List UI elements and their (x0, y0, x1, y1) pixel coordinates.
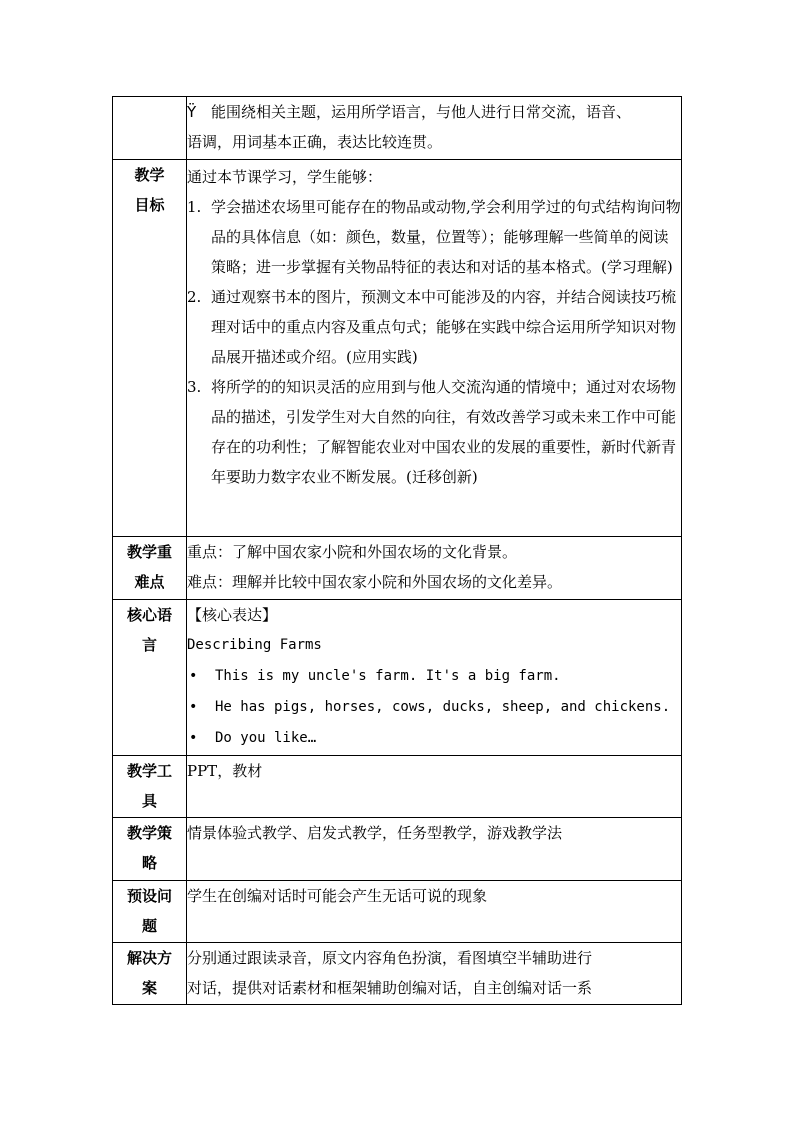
bullet-dot-icon: • (189, 699, 198, 715)
core-expression-heading: 【核心表达】 (187, 606, 278, 624)
table-row (113, 818, 682, 881)
objective-number: 3. (187, 378, 202, 396)
anticipated-problems-cell (187, 881, 682, 943)
teaching-strategies-cell (187, 818, 682, 881)
row-label-teaching-strategies: 教学策略 (113, 818, 187, 881)
objective-item (187, 282, 681, 372)
table-row (113, 756, 682, 818)
bullet-dot-icon: • (189, 730, 198, 746)
row-label-key-difficult-points: 教学重难点 (113, 537, 187, 600)
text-line: 语调，用词基本正确，表达比较连贯。 (187, 133, 443, 151)
list-item (187, 692, 681, 723)
objective-text: 将所学的的知识灵活的应用到与他人交流沟通的情境中；通过对农场物品的描述，引发学生对大自然的向往，有效改善学习或未来工作中可能存在的功利性；了解智能农业对中国农业的发展的重要性，新时代新青年要助力数字农业不断发展。(迁移创新) (211, 378, 677, 486)
row-label-core-language: 核心语言 (113, 600, 187, 756)
ability-objective-cell (187, 97, 682, 160)
solutions-cell (187, 943, 682, 1005)
table-row (113, 537, 682, 600)
solution-text: 对话，提供对话素材和框架辅助创编对话，自主创编对话一系 (187, 979, 593, 997)
teaching-tools-cell (187, 756, 682, 818)
bullet-dot-icon: • (189, 668, 198, 684)
objective-item (187, 192, 681, 282)
core-expression-subheading: Describing Farms (187, 637, 322, 653)
teaching-objectives-cell (187, 160, 682, 537)
problems-text: 学生在创编对话时可能会产生无话可说的现象 (187, 887, 488, 905)
objective-number: 2. (187, 288, 202, 306)
objective-text: 学会描述农场里可能存在的物品或动物,学会利用学过的句式结构询问物品的具体信息（如：颜色，数量，位置等）；能够理解一些简单的阅读策略；进一步掌握有关物品特征的表达和对话的基本格式。(学习理解) (211, 198, 681, 276)
strategies-text: 情景体验式教学、启发式教学，任务型教学，游戏教学法 (187, 824, 563, 842)
objective-number: 1. (187, 198, 202, 216)
table-row (113, 600, 682, 756)
key-point-text: 重点：了解中国农家小院和外国农场的文化背景。 (187, 543, 518, 561)
table-row (113, 97, 682, 160)
table-row (113, 881, 682, 943)
sentence-text: This is my uncle's farm. It's a big farm. (215, 668, 561, 684)
objective-item (187, 372, 681, 492)
key-difficult-points-cell (187, 537, 682, 600)
table-row (113, 160, 682, 537)
list-item (187, 661, 681, 692)
solution-text: 分别通过跟读录音，原文内容角色扮演，看图填空半辅助进行 (187, 949, 593, 967)
tools-text: PPT，教材 (187, 762, 263, 780)
lesson-plan-table (112, 96, 682, 1005)
row-label-empty (113, 97, 187, 160)
core-language-cell (187, 600, 682, 756)
text-line: 能围绕相关主题，运用所学语言，与他人进行日常交流，语音、 (211, 103, 632, 121)
sentence-text: He has pigs, horses, cows, ducks, sheep, and chickens. (215, 699, 671, 715)
row-label-solutions: 解决方案 (113, 943, 187, 1005)
bullet-symbol-icon: Ÿ (187, 103, 197, 121)
row-label-anticipated-problems: 预设问题 (113, 881, 187, 943)
table-row (113, 943, 682, 1005)
list-item (187, 723, 681, 754)
objective-text: 通过观察书本的图片，预测文本中可能涉及的内容，并结合阅读技巧梳理对话中的重点内容及重点句式；能够在实践中综合运用所学知识对物品展开描述或介绍。(应用实践) (211, 288, 677, 366)
sentence-text: Do you like… (215, 730, 317, 746)
difficult-point-text: 难点：理解并比较中国农家小院和外国农场的文化差异。 (187, 573, 563, 591)
objectives-intro: 通过本节课学习，学生能够： (187, 168, 383, 186)
row-label-teaching-objectives: 教学目标 (113, 160, 187, 537)
row-label-teaching-tools: 教学工具 (113, 756, 187, 818)
